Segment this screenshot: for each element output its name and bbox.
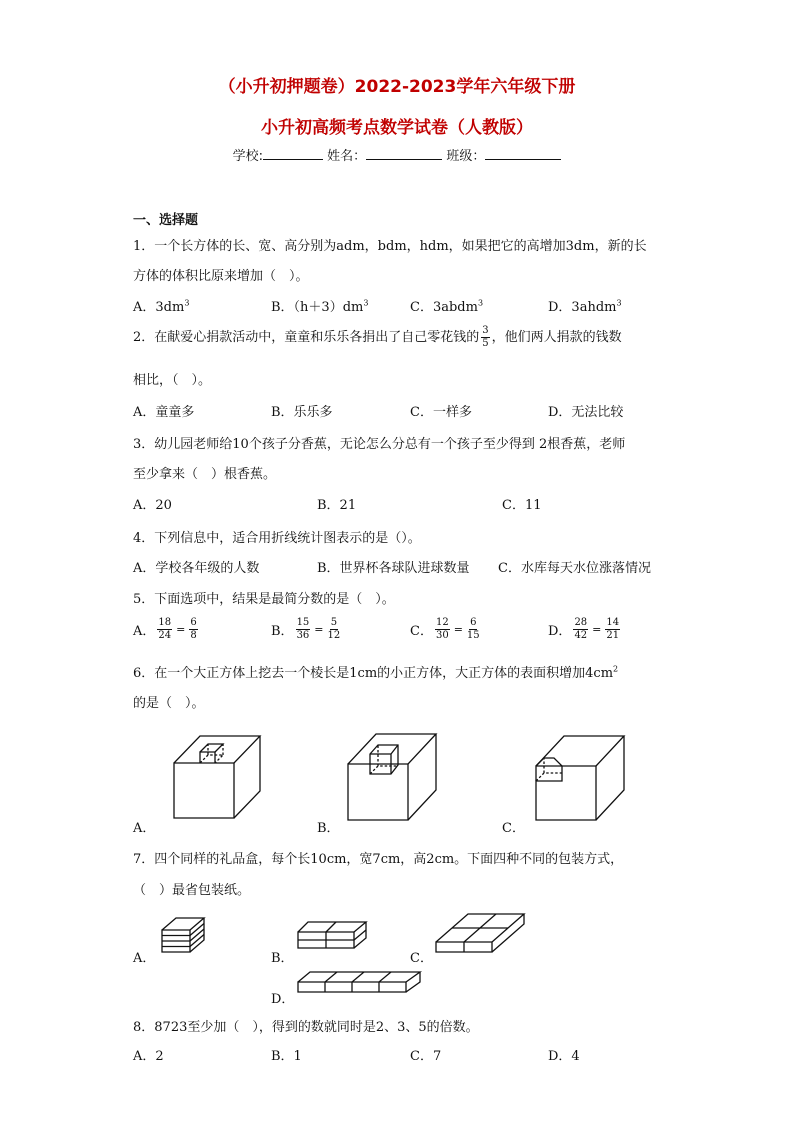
q2-option-c[interactable]: C．一样多 xyxy=(410,405,472,420)
q2-fraction: $\frac{3}{5}$ xyxy=(482,325,489,349)
q1-line1: 1．一个长方体的长、宽、高分别为adm，bdm，hdm，如果把它的高增加3dm，新的长 xyxy=(133,239,647,254)
class-label: 班级： xyxy=(446,149,486,164)
school-blank[interactable] xyxy=(263,146,323,160)
q2-line2: 相比，（ ）。 xyxy=(133,373,212,388)
q2-option-b[interactable]: B．乐乐多 xyxy=(271,405,333,420)
q7-stack-figure-b xyxy=(294,916,378,952)
q4-line1: 4．下列信息中，适合用折线统计图表示的是（）。 xyxy=(133,531,421,546)
student-info-row xyxy=(0,145,794,164)
q5-option-c[interactable]: C． $\frac{12}{30}$ = $\frac{6}{15}$ xyxy=(410,617,480,641)
q3-option-a[interactable]: A．20 xyxy=(133,498,172,513)
q3-option-b[interactable]: B．21 xyxy=(317,498,357,513)
q4-option-a[interactable]: A．学校各年级的人数 xyxy=(133,561,260,576)
section-title: 一、选择题 xyxy=(133,213,199,228)
q8-option-d[interactable]: D．4 xyxy=(548,1049,580,1064)
q2-option-d[interactable]: D．无法比较 xyxy=(548,405,624,420)
q1-option-b[interactable]: B．$(h+3)dm^3$ xyxy=(271,298,369,315)
q6-cube-figure-c xyxy=(524,728,644,832)
class-blank[interactable] xyxy=(485,146,561,160)
q6-option-a[interactable]: A． xyxy=(133,821,156,836)
q1-line2: 方体的体积比原来增加（ ）。 xyxy=(133,269,309,284)
q1-option-d[interactable]: D．3ahdm$^3$ xyxy=(548,298,622,315)
q8-option-b[interactable]: B．1 xyxy=(271,1049,302,1064)
q8-option-c[interactable]: C．7 xyxy=(410,1049,442,1064)
exam-title-line1: （小升初押题卷）2022-2023学年六年级下册 xyxy=(218,77,576,97)
q3-line2: 至少拿来（ ）根香蕉。 xyxy=(133,467,277,482)
q3-line1: 3．幼儿园老师给10个孩子分香蕉，无论怎么分总有一个孩子至少得到 2根香蕉，老师 xyxy=(133,437,626,452)
exam-title-line2: 小升初高频考点数学试卷（人教版） xyxy=(261,118,533,138)
q7-stack-figure-d xyxy=(294,966,426,998)
q4-option-b[interactable]: B．世界杯各球队进球数量 xyxy=(317,561,470,576)
q7-line2: （ ）最省包装纸。 xyxy=(133,883,251,898)
q6-cube-figure-b xyxy=(336,728,456,832)
q5-option-b[interactable]: B． $\frac{15}{36}$ = $\frac{5}{12}$ xyxy=(271,617,341,641)
q7-option-c[interactable]: C． xyxy=(410,951,433,966)
q7-line1: 7．四个同样的礼品盒，每个长10cm，宽7cm，高2cm。下面四种不同的包装方式， xyxy=(133,852,624,867)
q8-option-a[interactable]: A．2 xyxy=(133,1049,164,1064)
q2-line1: 2．在献爱心捐款活动中，童童和乐乐各捐出了自己零花钱的 $\frac{3}{5}$ ，他们两人捐款的钱数 xyxy=(133,325,622,349)
name-blank[interactable] xyxy=(366,146,442,160)
name-label: 姓名： xyxy=(327,149,367,164)
q7-option-a[interactable]: A． xyxy=(133,951,156,966)
q2-option-a[interactable]: A．童童多 xyxy=(133,405,195,420)
q6-cube-figure-a xyxy=(160,730,280,830)
q7-stack-figure-a xyxy=(158,912,214,958)
q3-option-c[interactable]: C．11 xyxy=(502,498,542,513)
q5-option-a[interactable]: A． $\frac{18}{24}$ = $\frac{6}{8}$ xyxy=(133,617,197,641)
q6-option-b[interactable]: B． xyxy=(317,821,340,836)
q8-line1: 8．8723至少加（ ），得到的数就同时是2、3、5的倍数。 xyxy=(133,1020,479,1035)
q7-stack-figure-c xyxy=(432,910,528,960)
q1-option-c[interactable]: C．3abdm$^3$ xyxy=(410,298,484,315)
q7-option-d[interactable]: D． xyxy=(271,992,295,1007)
q6-line1: 6．在一个大正方体上挖去一个棱长是1cm的小正方体，大正方体的表面积增加$4cm^2$ xyxy=(133,664,619,681)
q6-option-c[interactable]: C． xyxy=(502,821,525,836)
q7-option-b[interactable]: B． xyxy=(271,951,294,966)
q4-option-c[interactable]: C．水库每天水位涨落情况 xyxy=(498,561,651,576)
q1-option-a[interactable]: A．$3dm^3$ xyxy=(133,298,190,315)
q5-line1: 5．下面选项中，结果是最简分数的是（ ）。 xyxy=(133,592,395,607)
q5-option-d[interactable]: D． $\frac{28}{42}$ = $\frac{14}{21}$ xyxy=(548,617,620,641)
q6-line2: 的是（ ）。 xyxy=(133,696,205,711)
school-label: 学校: xyxy=(232,149,264,164)
